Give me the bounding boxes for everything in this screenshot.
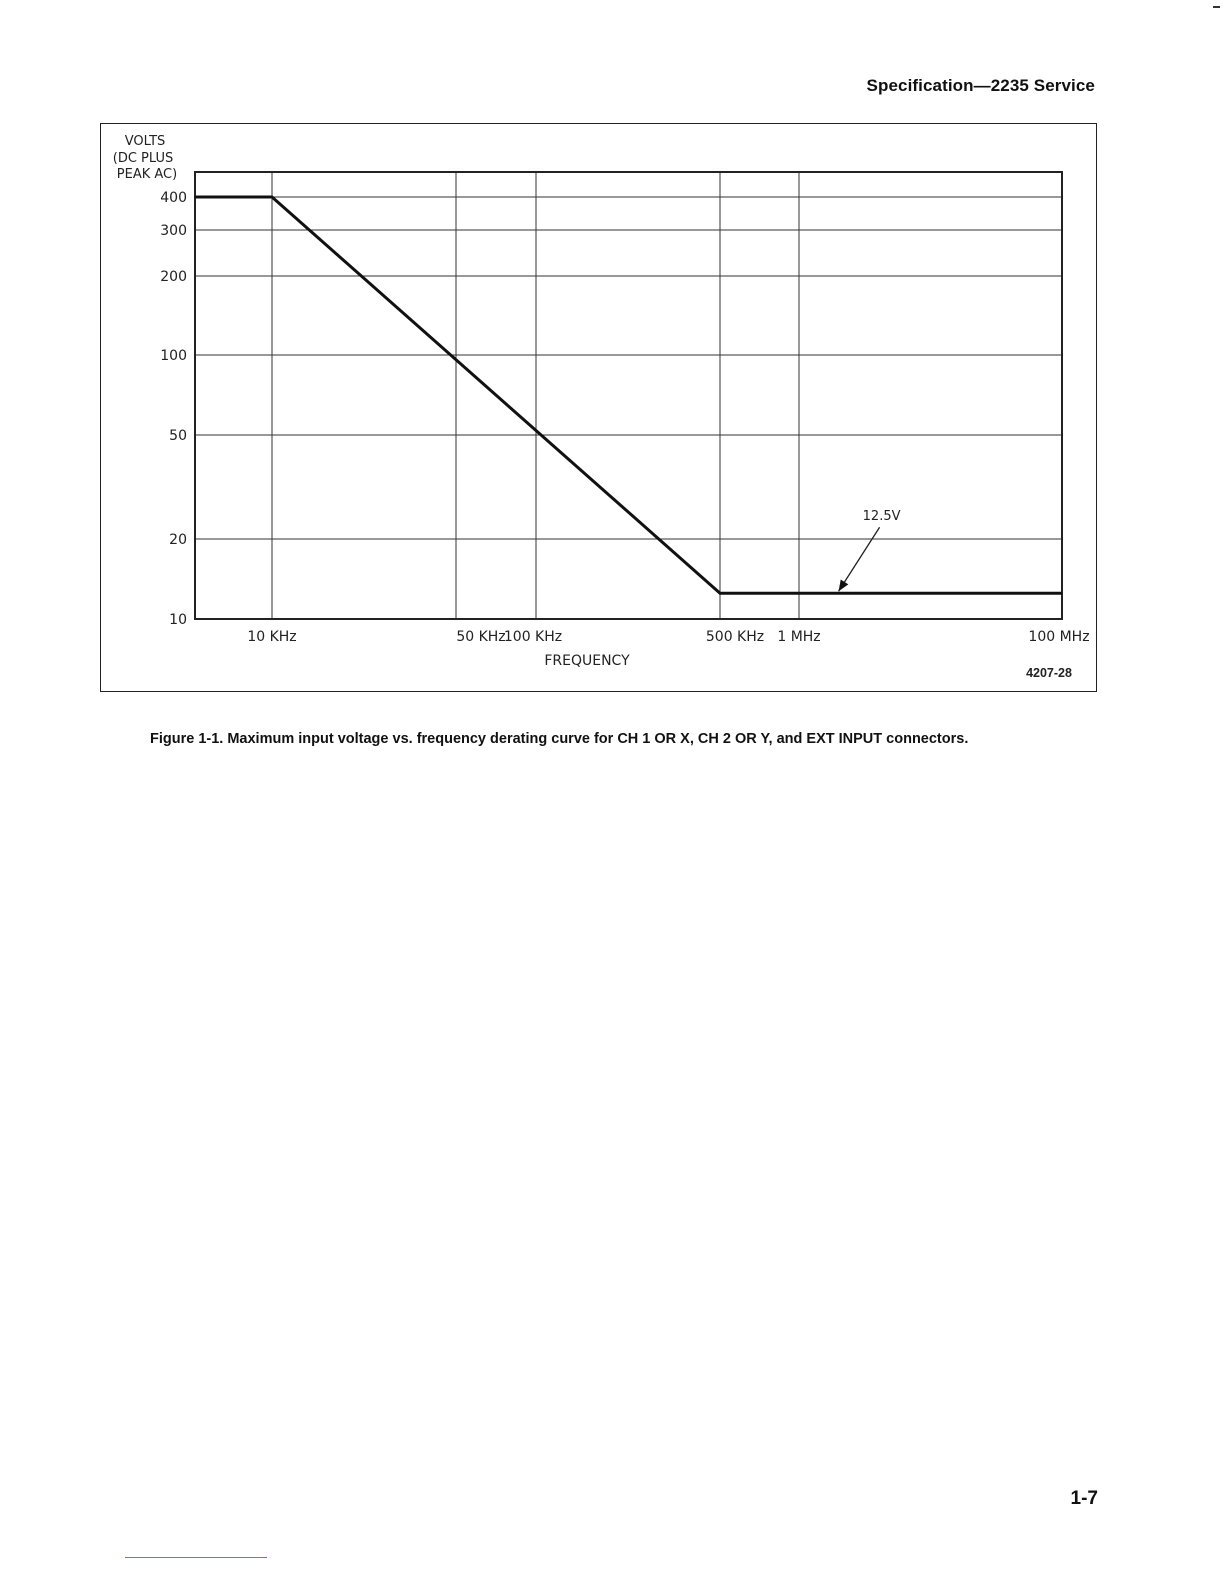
bottom-rule xyxy=(125,1557,267,1558)
y-tick-label: 200 xyxy=(160,269,187,285)
y-tick-label: 10 xyxy=(169,612,187,628)
x-tick-label: 1 MHz xyxy=(777,629,821,645)
annotation-label: 12.5V xyxy=(862,509,901,525)
page-number: 1-7 xyxy=(1070,1488,1098,1509)
derating-chart xyxy=(101,124,1096,691)
y-tick-label: 100 xyxy=(160,348,187,364)
figure-caption: Figure 1-1. Maximum input voltage vs. frequency derating curve for CH 1 OR X, CH 2 OR Y, and EXT INPUT connectors. xyxy=(150,731,969,747)
chart-grid xyxy=(195,172,1062,619)
data-point xyxy=(719,593,720,594)
corner-mark xyxy=(1213,6,1220,8)
figure-id: 4207-28 xyxy=(1026,666,1072,680)
chart-series xyxy=(194,196,1062,593)
y-axis-label-line: VOLTS xyxy=(124,134,166,149)
y-tick-labels xyxy=(160,190,187,628)
data-point xyxy=(1061,593,1062,594)
data-point xyxy=(194,196,195,197)
y-axis-label-line: (DC PLUS xyxy=(112,151,174,166)
x-tick-label: 50 KHz xyxy=(456,629,506,645)
y-tick-label: 20 xyxy=(169,532,187,548)
data-point xyxy=(271,196,272,197)
series-line xyxy=(195,197,1062,593)
x-tick-label: 100 MHz xyxy=(1028,629,1090,645)
x-tick-labels xyxy=(247,629,1089,645)
x-tick-label: 500 KHz xyxy=(705,629,765,645)
y-tick-label: 400 xyxy=(160,190,187,206)
y-tick-label: 50 xyxy=(169,428,187,444)
x-axis-label: FREQUENCY xyxy=(544,653,630,669)
annotation-arrowhead xyxy=(839,580,849,592)
y-axis-label xyxy=(113,134,177,182)
x-tick-label: 100 KHz xyxy=(503,629,563,645)
figure-frame xyxy=(100,123,1097,692)
chart-annotations xyxy=(839,509,901,591)
x-tick-label: 10 KHz xyxy=(247,629,297,645)
page-header-title: Specification—2235 Service xyxy=(866,76,1095,95)
y-tick-label: 300 xyxy=(160,223,187,239)
plot-area-frame xyxy=(195,172,1062,619)
annotation-leader xyxy=(839,527,880,591)
y-axis-label-line: PEAK AC) xyxy=(116,167,178,182)
